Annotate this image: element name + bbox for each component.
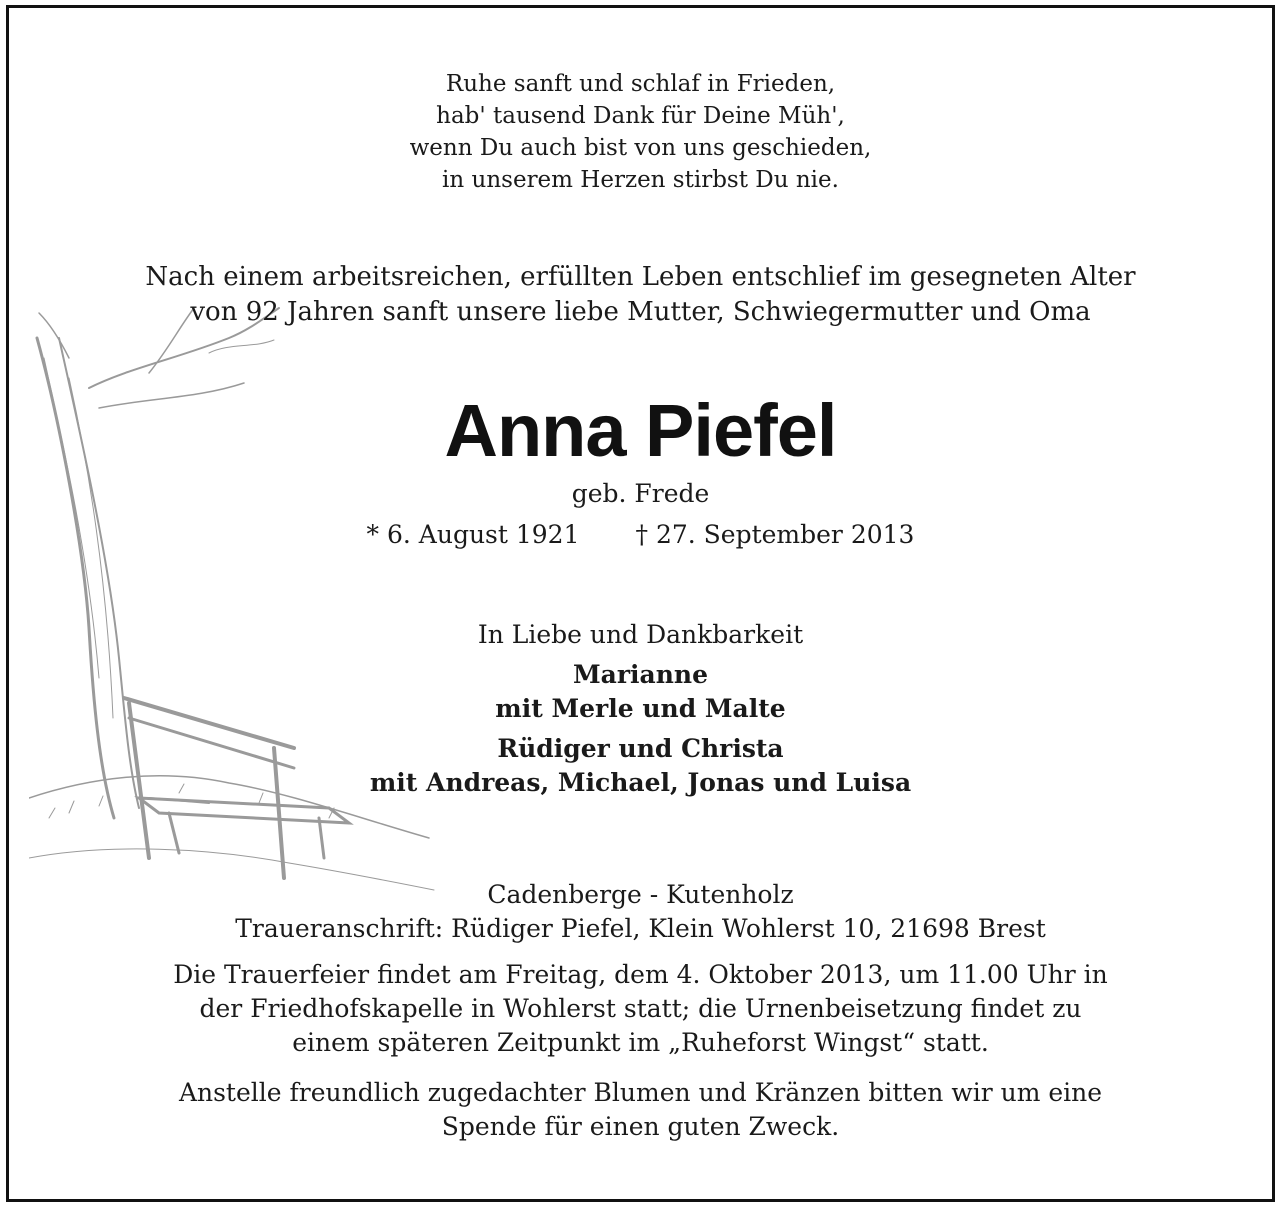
poem-line: hab' tausend Dank für Deine Müh', bbox=[436, 103, 845, 129]
death-date: † 27. September 2013 bbox=[635, 520, 915, 549]
donation-line: Spende für einen guten Zweck. bbox=[441, 1112, 840, 1141]
contact-address: Traueranschrift: Rüdiger Piefel, Klein Wohlerst 10, 21698 Brest bbox=[235, 914, 1046, 943]
poem-line: wenn Du auch bist von uns geschieden, bbox=[409, 135, 872, 161]
intro-text bbox=[9, 260, 1272, 330]
deceased-name: Anna Piefel bbox=[444, 389, 837, 472]
maiden-name: geb. Frede bbox=[571, 479, 710, 508]
mourner-line: Marianne bbox=[573, 660, 708, 689]
mourner-line: Rüdiger und Christa bbox=[497, 734, 784, 763]
places: Cadenberge - Kutenholz bbox=[487, 880, 794, 909]
life-dates bbox=[9, 518, 1272, 552]
service-line: einem späteren Zeitpunkt im „Ruheforst Wingst“ statt. bbox=[292, 1028, 989, 1057]
mourner-line: mit Andreas, Michael, Jonas und Luisa bbox=[369, 768, 912, 797]
donation-request bbox=[9, 1076, 1272, 1144]
service-line: der Friedhofskapelle in Wohlerst statt; die Urnenbeisetzung findet zu bbox=[199, 994, 1082, 1023]
mourner-line: mit Merle und Malte bbox=[495, 694, 786, 723]
mourner-group bbox=[9, 732, 1272, 800]
mourner-group bbox=[9, 658, 1272, 726]
mourners bbox=[9, 618, 1272, 800]
mourners-intro: In Liebe und Dankbarkeit bbox=[477, 620, 804, 649]
intro-line: Nach einem arbeitsreichen, erfüllten Leben entschlief im gesegneten Alter bbox=[145, 262, 1136, 292]
service-info bbox=[9, 958, 1272, 1060]
mourning-address bbox=[9, 878, 1272, 946]
poem bbox=[9, 68, 1272, 196]
poem-line: in unserem Herzen stirbst Du nie. bbox=[442, 167, 839, 193]
birth-date: * 6. August 1921 bbox=[366, 520, 580, 549]
service-line: Die Trauerfeier findet am Freitag, dem 4. Oktober 2013, um 11.00 Uhr in bbox=[173, 960, 1108, 989]
poem-line: Ruhe sanft und schlaf in Frieden, bbox=[445, 71, 836, 97]
obituary-notice bbox=[6, 5, 1275, 1202]
intro-line: von 92 Jahren sanft unsere liebe Mutter, Schwiegermutter und Oma bbox=[190, 297, 1091, 327]
donation-line: Anstelle freundlich zugedachter Blumen und Kränzen bitten wir um eine bbox=[178, 1078, 1103, 1107]
